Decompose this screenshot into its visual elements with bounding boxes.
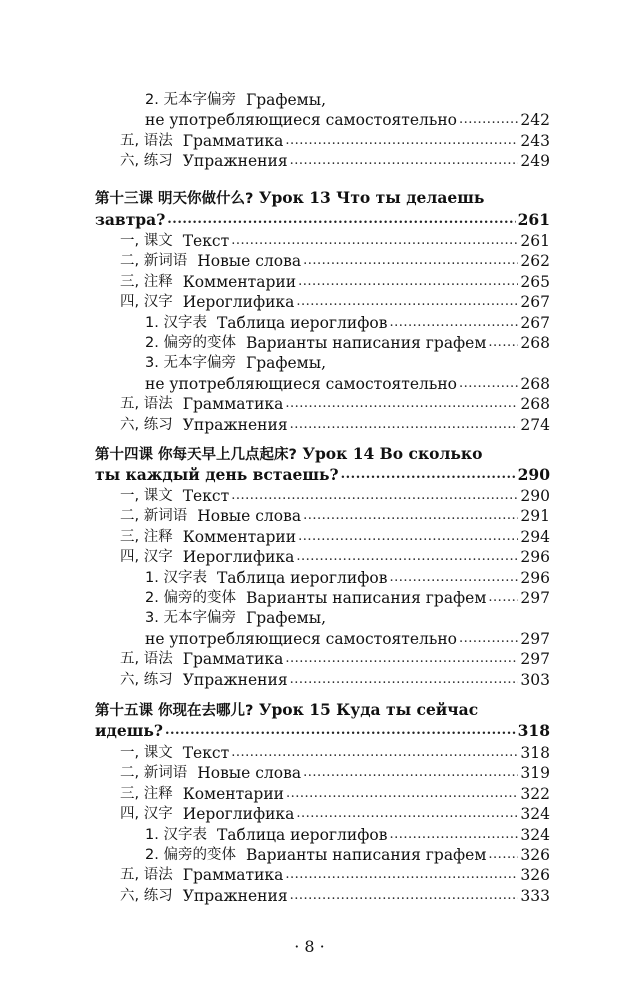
lesson-title-ru: завтра? <box>95 210 166 229</box>
entry-ru: Комментарии <box>182 527 297 546</box>
entry-zh: 3. 无本字偏旁 <box>145 610 236 627</box>
entry-ru: Новые слова <box>197 507 302 526</box>
lesson-page: 318 <box>517 721 550 740</box>
entry-ru: Варианты написания графем <box>245 589 487 607</box>
entry-page: 324 <box>520 805 550 824</box>
toc-entry[interactable] <box>95 413 550 437</box>
entry-zh: 2. 偏旁的变体 <box>145 590 236 606</box>
entry-ru: Новые слова <box>197 252 302 271</box>
entry-zh: 三, 注释 <box>120 528 173 545</box>
entry-zh: 六, 练习 <box>120 887 173 904</box>
entry-ru: Коментарии <box>182 784 285 803</box>
entry-ru: Грамматика <box>182 866 284 885</box>
entry-page: 297 <box>520 589 550 607</box>
entry-ru: Упражнения <box>182 152 288 170</box>
entry-ru: не употребляющиеся самостоятельно <box>145 629 458 648</box>
lesson-title-zh: 第十四课 你每天早上几点起床? <box>95 447 297 463</box>
leader-dots <box>290 668 519 692</box>
entry-page: 267 <box>520 293 550 312</box>
entry-zh: 六, 练习 <box>120 671 173 688</box>
lesson-title-ru: Урок 13 Что ты делаешь <box>253 188 485 207</box>
entry-page: 319 <box>520 764 550 783</box>
entry-ru: Таблица иероглифов <box>216 825 388 844</box>
entry-ru: Упражнения <box>182 670 288 689</box>
lesson-page: 290 <box>517 465 550 484</box>
entry-ru: Графемы, <box>245 354 327 373</box>
entry-zh: 1. 汉字表 <box>145 826 207 843</box>
entry-page: 262 <box>520 252 550 271</box>
entry-zh: 六, 练习 <box>120 153 173 169</box>
entry-ru: Иероглифика <box>182 805 295 824</box>
lesson-title-ru: Урок 15 Куда ты сейчас <box>253 700 479 719</box>
entry-page: 243 <box>520 132 550 150</box>
entry-ru: Упражнения <box>182 886 288 905</box>
entry-zh: 一, 课文 <box>120 488 173 504</box>
entry-page: 297 <box>520 629 550 648</box>
entry-ru: Иероглифика <box>182 293 295 312</box>
entry-zh: 3. 无本字偏旁 <box>145 355 236 372</box>
entry-zh: 五, 语法 <box>120 867 173 884</box>
entry-zh: 四, 汉字 <box>120 549 173 566</box>
leader-dots <box>165 719 516 743</box>
lesson-title-ru: идешь? <box>95 721 163 740</box>
entry-page: 333 <box>520 886 550 905</box>
entry-ru: не употребляющиеся самостоятельно <box>145 111 458 129</box>
entry-zh: 一, 课文 <box>120 233 173 249</box>
entry-zh: 1. 汉字表 <box>145 569 207 586</box>
entry-zh: 二, 新词语 <box>120 253 188 270</box>
leader-dots <box>290 884 519 908</box>
entry-zh: 2. 偏旁的变体 <box>145 847 236 863</box>
entry-page: 294 <box>520 527 550 546</box>
entry-page: 297 <box>520 650 550 669</box>
entry-page: 296 <box>520 568 550 587</box>
entry-page: 265 <box>520 272 550 291</box>
entry-ru: Упражнения <box>182 415 288 434</box>
entry-page: 322 <box>520 784 550 803</box>
entry-ru: Варианты написания графем <box>245 846 487 864</box>
entry-page: 261 <box>520 232 550 250</box>
entry-page: 303 <box>520 670 550 689</box>
entry-page: 291 <box>520 507 550 526</box>
entry-ru: Варианты написания графем <box>245 334 487 352</box>
entry-zh: 四, 汉字 <box>120 294 173 311</box>
entry-page: 274 <box>520 415 550 434</box>
entry-zh: 四, 汉字 <box>120 806 173 823</box>
entry-page: 296 <box>520 548 550 567</box>
entry-ru: Графемы, <box>245 609 327 628</box>
entry-zh: 五, 语法 <box>120 651 173 668</box>
entry-zh: 三, 注释 <box>120 785 173 802</box>
entry-zh: 二, 新词语 <box>120 765 188 782</box>
toc-entry[interactable] <box>95 149 550 173</box>
entry-ru: Новые слова <box>197 764 302 783</box>
entry-page: 324 <box>520 825 550 844</box>
entry-ru: Таблица иероглифов <box>216 313 388 332</box>
entry-page: 242 <box>520 111 550 129</box>
entry-zh: 2. 无本字偏旁 <box>145 92 236 108</box>
entry-page: 249 <box>520 152 550 170</box>
toc-entry[interactable] <box>95 884 550 908</box>
lesson-title-ru: ты каждый день встаешь? <box>95 465 339 484</box>
entry-zh: 五, 语法 <box>120 396 173 413</box>
entry-page: 318 <box>520 744 550 762</box>
entry-ru: Графемы, <box>245 91 327 109</box>
entry-ru: Текст <box>182 232 230 250</box>
entry-zh: 三, 注释 <box>120 273 173 290</box>
entry-ru: Грамматика <box>182 650 284 669</box>
entry-zh: 2. 偏旁的变体 <box>145 335 236 351</box>
entry-page: 326 <box>520 866 550 885</box>
entry-page: 326 <box>520 846 550 864</box>
lesson-title-ru: Урок 14 Во сколько <box>296 444 483 463</box>
entry-ru: Грамматика <box>182 132 284 150</box>
entry-ru: Таблица иероглифов <box>216 568 388 587</box>
entry-zh: 一, 课文 <box>120 745 173 761</box>
entry-page: 268 <box>520 374 550 393</box>
toc-entry[interactable] <box>95 668 550 692</box>
lesson-title-zh: 第十三课 明天你做什么? <box>95 191 254 207</box>
entry-zh: 二, 新词语 <box>120 508 188 525</box>
lesson-title-zh: 第十五课 你现在去哪儿? <box>95 703 254 719</box>
entry-page: 268 <box>520 395 550 414</box>
entry-ru: Текст <box>182 744 230 762</box>
entry-zh: 六, 练习 <box>120 416 173 433</box>
entry-ru: Комментарии <box>182 272 297 291</box>
leader-dots <box>290 413 519 437</box>
page-number: · 8 · <box>294 937 325 956</box>
entry-page: 268 <box>520 334 550 352</box>
entry-ru: Грамматика <box>182 395 284 414</box>
entry-ru: не употребляющиеся самостоятельно <box>145 374 458 393</box>
entry-zh: 五, 语法 <box>120 133 173 149</box>
lesson-15-title-line2[interactable] <box>95 719 550 743</box>
lesson-page: 261 <box>517 210 550 229</box>
leader-dots <box>290 149 519 173</box>
entry-page: 290 <box>520 487 550 505</box>
entry-ru: Иероглифика <box>182 548 295 567</box>
entry-ru: Текст <box>182 487 230 505</box>
entry-page: 267 <box>520 313 550 332</box>
entry-zh: 1. 汉字表 <box>145 314 207 331</box>
